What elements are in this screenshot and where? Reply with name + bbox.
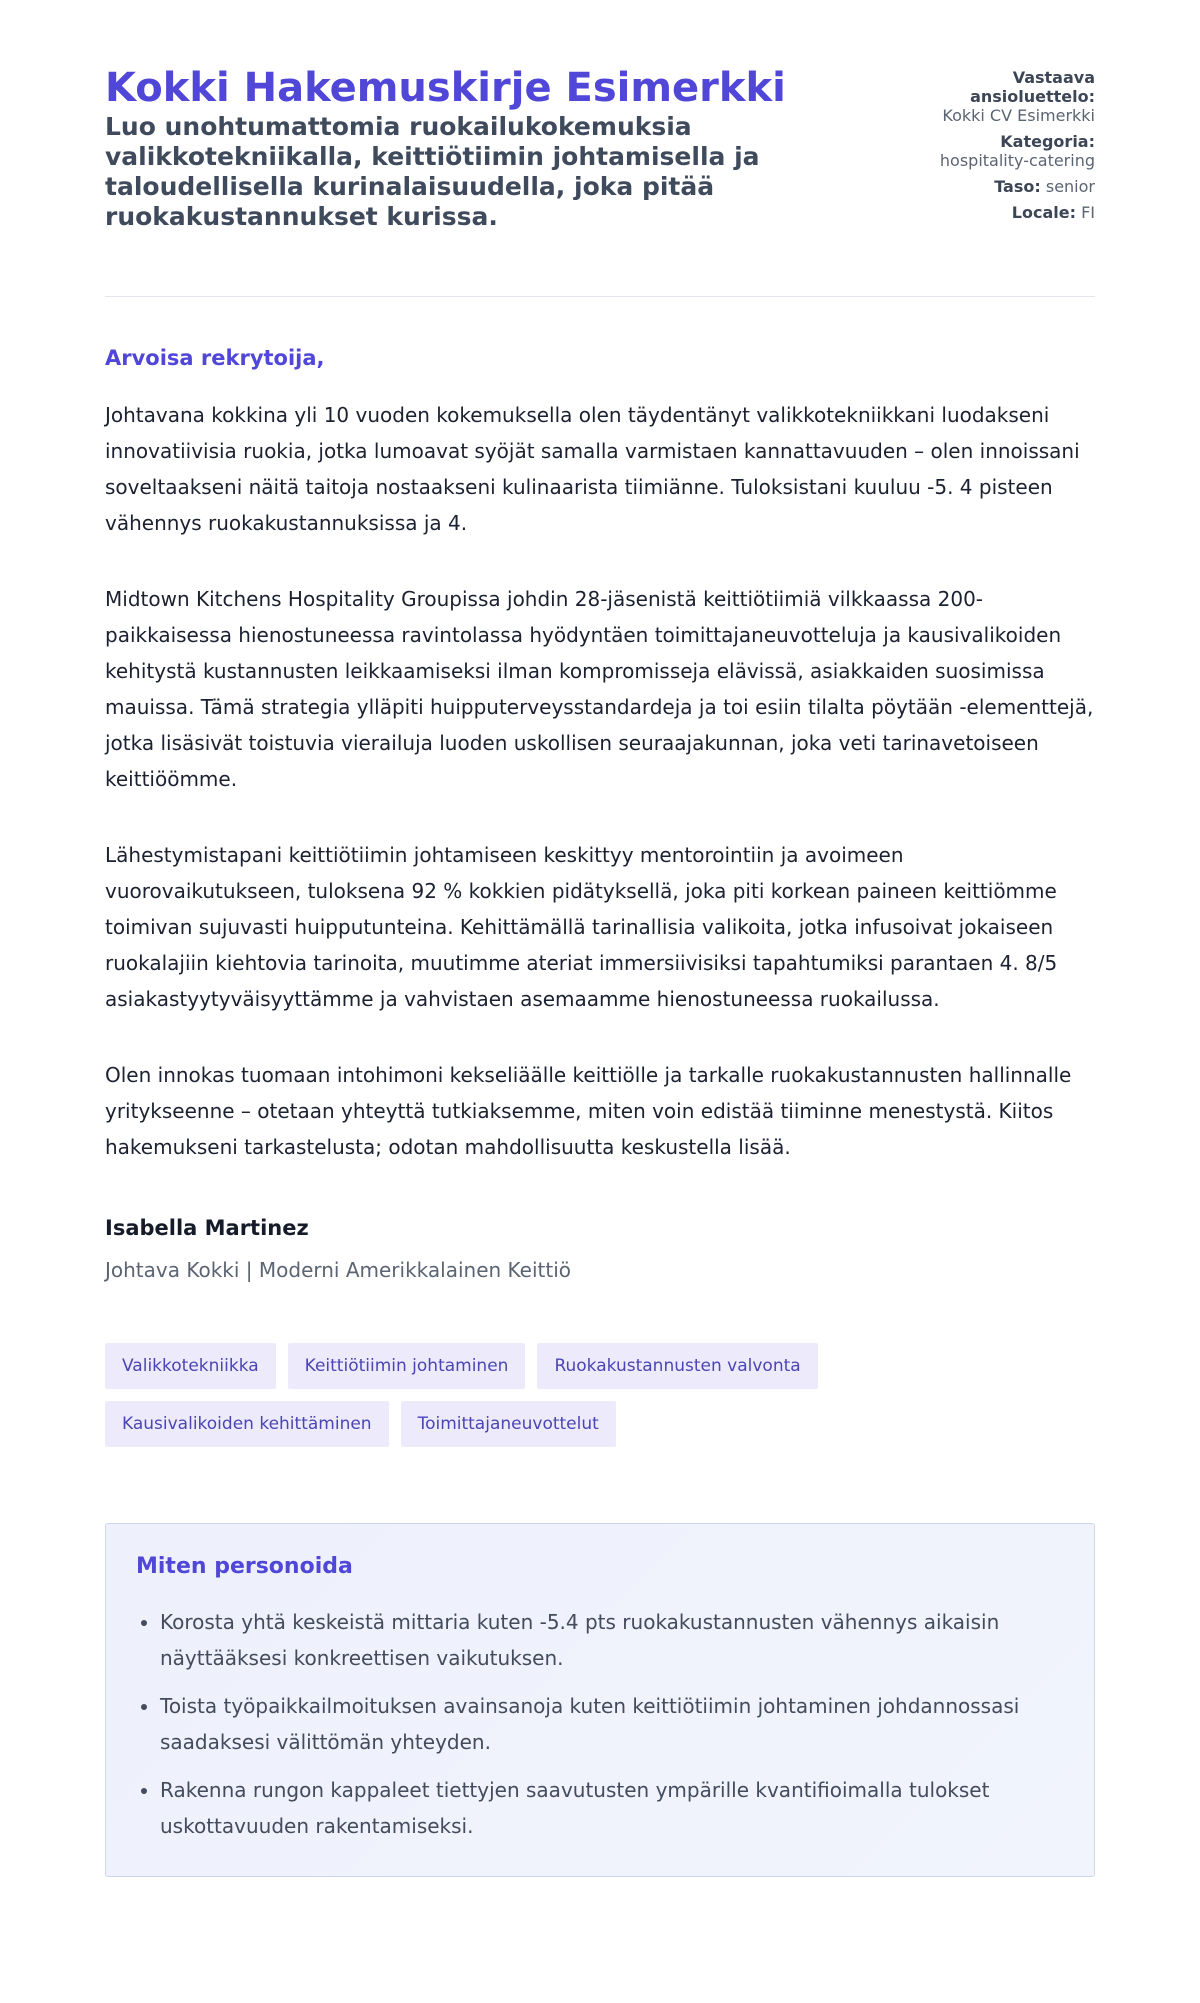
metadata-panel [935, 64, 1095, 229]
meta-level [935, 177, 1095, 196]
page-title: Kokki Hakemuskirje Esimerkki [105, 65, 786, 111]
personalization-tips-box [105, 1523, 1095, 1877]
page-subtitle: Luo unohtumattomia ruokailukokemuksia valikkotekniikalla, keittiötiimin johtamisella ja taloudellisella kurinalaisuudella, joka pitää ruokakustannukset kurissa. [105, 112, 760, 231]
meta-related-resume [935, 68, 1095, 125]
meta-resume-value: Kokki CV Esimerkki [942, 106, 1095, 125]
meta-resume-label: Vastaava ansioluettelo: [970, 68, 1095, 106]
tips-list-item: • Korosta yhtä keskeistä mittaria kuten -5.4 pts ruokakustannusten vähennys aikaisin näyttääksesi konkreettisen vaikutuksen. [160, 1604, 1064, 1676]
document-header [105, 64, 1095, 297]
meta-category-value: hospitality-catering [939, 151, 1095, 170]
meta-locale-value: FI [1081, 203, 1095, 222]
skill-tag: Kausivalikoiden kehittäminen [105, 1401, 389, 1447]
letter-paragraph-3: Lähestymistapani keittiötiimin johtamiseen keskittyy mentorointiin ja avoimeen vuorovaikutukseen, tuloksena 92 % kokkien pidätyksellä, joka piti korkean paineen keittiömme toimivan sujuvasti huipputunteina. Kehittämällä tarinallisia valikoita, jotka infusoivat jokaiseen ruokalajiin kiehtovia tarinoita, muutimme ateriat immersiivisiksi tapahtumiksi parantaen 4. 8/5 asiakastyytyväisyyttämme ja vahvistaen asemaamme hienostuneessa ruokailussa. [105, 843, 1058, 1011]
letter-salutation: Arvoisa rekrytoija, [105, 346, 325, 370]
skill-tags [105, 1343, 865, 1447]
tips-list-item: • Toista työpaikkailmoituksen avainsanoja kuten keittiötiimin johtaminen johdannossasi saadaksesi välittömän yhteyden. [160, 1688, 1064, 1760]
tips-list-item: • Rakenna rungon kappaleet tiettyjen saavutusten ympärille kvantifioimalla tulokset uskottavuuden rakentamiseksi. [160, 1772, 1064, 1844]
letter-paragraph-1: Johtavana kokkina yli 10 vuoden kokemuksella olen täydentänyt valikkotekniikkani luodakseni innovatiivisia ruokia, jotka lumoavat syöjät samalla varmistaen kannattavuuden – olen innoissani soveltaakseni näitä taitoja nostaakseni kulinaarista tiimiänne. Tuloksistani kuuluu -5. 4 pisteen vähennys ruokakustannuksissa ja 4. [105, 403, 1080, 535]
signature-block [105, 1215, 1095, 1283]
meta-level-value: senior [1045, 177, 1095, 196]
skill-tag: Valikkotekniikka [105, 1343, 276, 1389]
skill-tag: Ruokakustannusten valvonta [537, 1343, 817, 1389]
skill-tag: Toimittajaneuvottelut [401, 1401, 616, 1447]
meta-category-label: Kategoria: [1000, 132, 1095, 151]
meta-level-label: Taso: [994, 177, 1041, 196]
signature-name: Isabella Martinez [105, 1216, 309, 1240]
meta-locale-label: Locale: [1011, 203, 1076, 222]
tips-list [136, 1604, 1064, 1844]
letter-paragraph-2: Midtown Kitchens Hospitality Groupissa johdin 28-jäsenistä keittiötiimiä vilkkaassa 200-paikkaisessa hienostuneessa ravintolassa hyödyntäen toimittajaneuvotteluja ja kausivalikoiden kehitystä kustannusten leikkaamiseksi ilman kompromisseja elävissä, asiakkaiden suosimissa mauissa. Tämä strategia ylläpiti huipputerveysstandardeja ja toi esiin tilalta pöytään -elementtejä, jotka lisäsivät toistuvia vierailuja luoden uskollisen seuraajakunnan, joka veti tarinavetoiseen keittiöömme. [105, 587, 1094, 791]
cover-letter-page [105, 0, 1095, 1877]
skill-tag: Keittiötiimin johtaminen [288, 1343, 526, 1389]
letter-paragraph-4: Olen innokas tuomaan intohimoni kekseliäälle keittiölle ja tarkalle ruokakustannusten hallinnalle yritykseenne – otetaan yhteyttä tutkiaksemme, miten voin edistää tiiminne menestystä. Kiitos hakemukseni tarkastelusta; odotan mahdollisuutta keskustella lisää. [105, 1063, 1072, 1159]
signature-role: Johtava Kokki | Moderni Amerikkalainen Keittiö [105, 1258, 571, 1282]
meta-category [935, 132, 1095, 170]
title-block [105, 64, 805, 232]
meta-locale [935, 203, 1095, 222]
tips-title: Miten personoida [136, 1554, 353, 1579]
